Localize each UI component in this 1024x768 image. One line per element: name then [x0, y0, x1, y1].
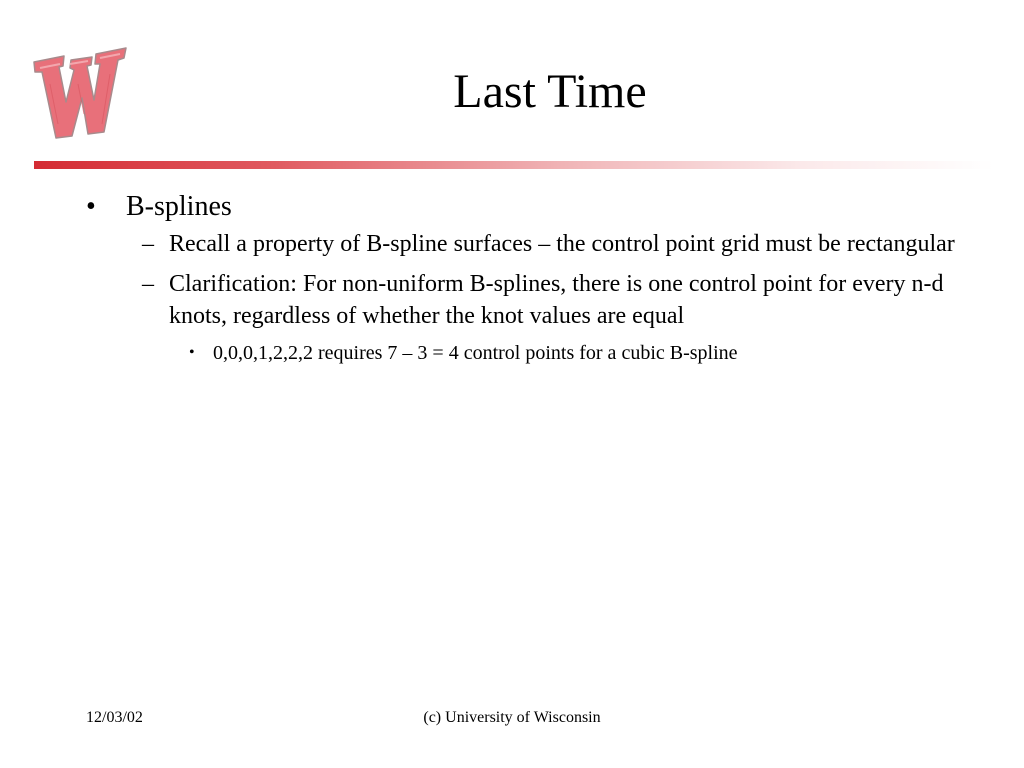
- sub-bullet-item: [129, 268, 966, 332]
- wisconsin-w-logo-icon: [30, 44, 130, 140]
- footer-copyright: (c) University of Wisconsin: [423, 709, 601, 726]
- sub-bullet-marker: –: [142, 271, 154, 297]
- title-divider: [34, 161, 994, 169]
- sub-bullet-text: Clarification: For non-uniform B-splines, there is one control point for every n-d knots, regardless of whether the knot values are equal: [169, 271, 944, 329]
- sub-sub-bullet-marker: •: [189, 344, 195, 361]
- sub-sub-bullet-item: [189, 340, 966, 366]
- sub-bullet-text: Recall a property of B-spline surfaces – the control point grid must be rectangular: [169, 231, 955, 257]
- slide-title: Last Time: [453, 65, 647, 118]
- sub-sub-bullet-text: 0,0,0,1,2,2,2 requires 7 – 3 = 4 control points for a cubic B-spline: [213, 342, 738, 364]
- bullet-marker: •: [86, 191, 96, 222]
- slide-body: [86, 190, 966, 366]
- sub-bullet-marker: –: [142, 231, 154, 257]
- bullet-text: B-splines: [126, 191, 232, 222]
- footer-date: 12/03/02: [86, 709, 143, 726]
- sub-bullet-item: [129, 228, 966, 260]
- bullet-item: [86, 190, 966, 224]
